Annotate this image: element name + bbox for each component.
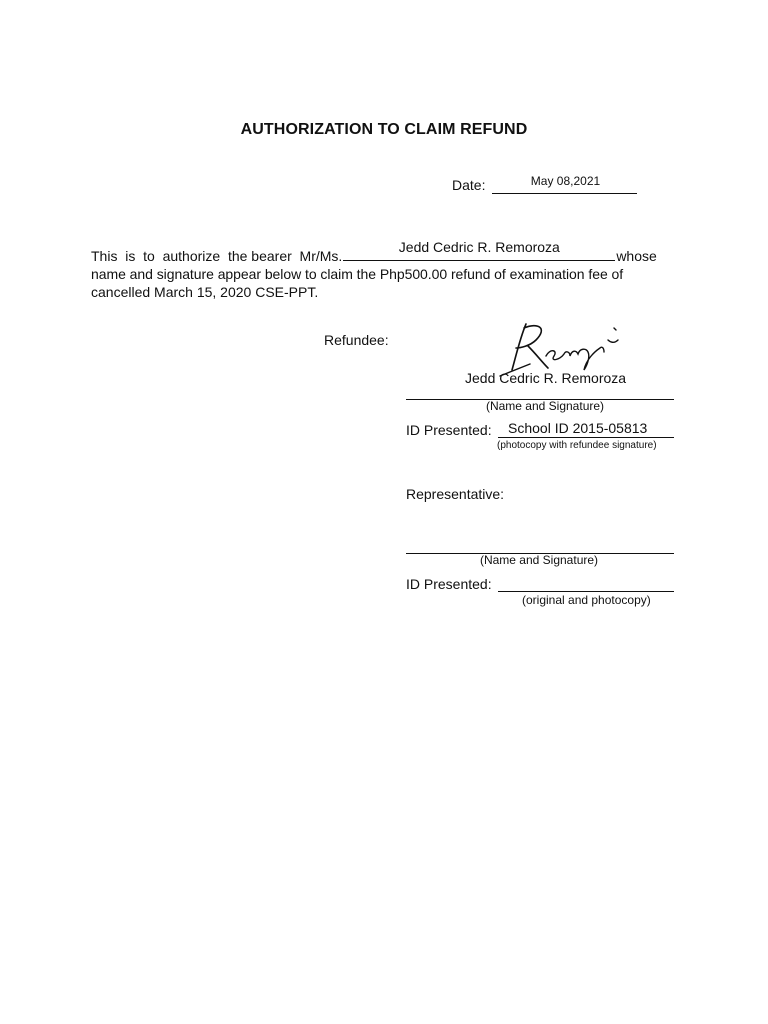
refundee-name: Jedd Cedric R. Remoroza (465, 370, 627, 386)
document-title: AUTHORIZATION TO CLAIM REFUND (240, 121, 528, 138)
refundee-label: Refundee: (324, 332, 389, 348)
date-label: Date: (452, 177, 486, 193)
authorization-paragraph (91, 239, 677, 301)
refundee-signature-caption: (Name and Signature) (485, 399, 605, 413)
paragraph-text-2: bearer Mr/Ms. (247, 248, 343, 264)
paragraph-line-2: name and signature appear below to claim the Php500.00 refund of examination fee of (91, 266, 624, 282)
refundee-id-caption: (photocopy with refundee signature) (497, 440, 657, 451)
refundee-signature (490, 318, 630, 378)
representative-id-caption: (original and photocopy) (522, 593, 651, 607)
refundee-id-label: ID Presented: (406, 422, 492, 438)
refundee-id-line (498, 437, 674, 438)
date-line (492, 193, 637, 194)
paragraph-text-3: whose (616, 248, 657, 264)
bearer-name: Jedd Cedric R. Remoroza (398, 239, 560, 255)
representative-signature-caption: (Name and Signature) (479, 553, 599, 567)
bearer-name-field (343, 239, 615, 261)
paragraph-line-3: cancelled March 15, 2020 CSE-PPT. (91, 284, 319, 300)
representative-label: Representative: (406, 486, 505, 502)
representative-id-label: ID Presented: (406, 576, 492, 592)
paragraph-text-1: This is to authorize the (91, 248, 248, 264)
representative-id-line (498, 591, 674, 592)
date-value: May 08,2021 (530, 174, 601, 188)
refundee-id-value: School ID 2015-05813 (508, 420, 648, 436)
